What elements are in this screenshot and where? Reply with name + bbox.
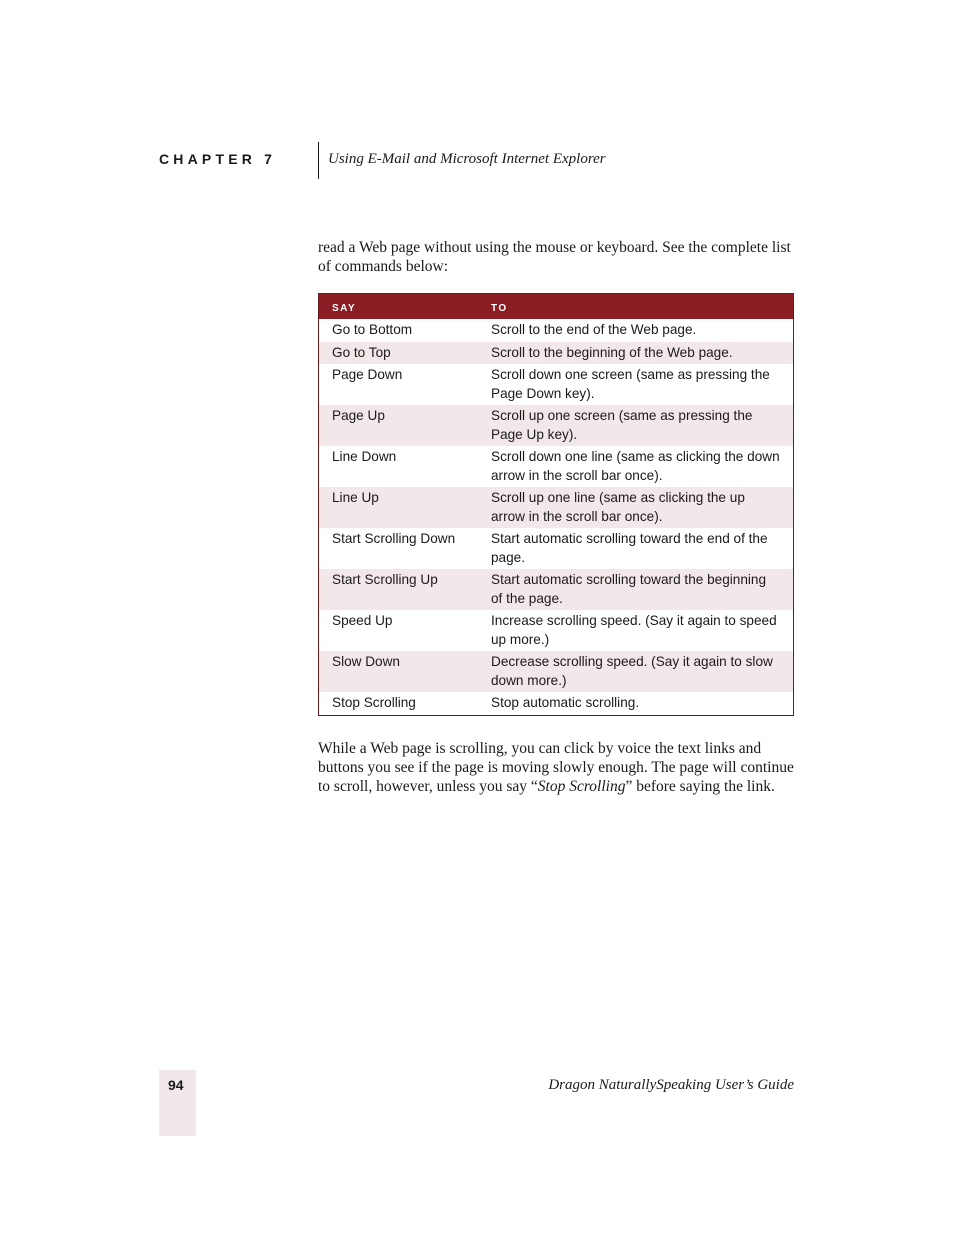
to-cell: Scroll to the end of the Web page. <box>478 319 794 342</box>
column-header-to: TO <box>478 294 794 320</box>
closing-text-end: ” before saying the link. <box>625 777 775 795</box>
say-cell: Page Down <box>319 364 479 405</box>
table-row <box>319 569 794 610</box>
say-cell: Go to Bottom <box>319 319 479 342</box>
closing-text-start: While a Web page is scrolling, you can click by voice the text links and buttons you see if the page is moving slowly enough. The page will continue to scroll, however, unless you say “ <box>318 740 794 795</box>
chapter-title: Using E-Mail and Microsoft Internet Explorer <box>328 151 606 167</box>
column-header-say: SAY <box>319 294 479 320</box>
say-cell: Line Up <box>319 487 479 528</box>
say-cell: Go to Top <box>319 342 479 365</box>
table-row <box>319 487 794 528</box>
to-cell: Decrease scrolling speed. (Say it again to slow down more.) <box>478 651 794 692</box>
say-cell: Slow Down <box>319 651 479 692</box>
commands-table <box>318 293 794 716</box>
say-cell: Start Scrolling Down <box>319 528 479 569</box>
table-row <box>319 319 794 342</box>
to-cell: Start automatic scrolling toward the end of the page. <box>478 528 794 569</box>
to-cell: Scroll to the beginning of the Web page. <box>478 342 794 365</box>
say-cell: Stop Scrolling <box>319 692 479 715</box>
say-cell: Page Up <box>319 405 479 446</box>
to-cell: Scroll down one line (same as clicking the down arrow in the scroll bar once). <box>478 446 794 487</box>
table-row <box>319 364 794 405</box>
page-number: 94 <box>168 1077 184 1093</box>
table-row <box>319 651 794 692</box>
say-cell: Speed Up <box>319 610 479 651</box>
to-cell: Scroll down one screen (same as pressing the Page Down key). <box>478 364 794 405</box>
command-emphasis: Stop Scrolling <box>537 777 626 795</box>
table-row <box>319 405 794 446</box>
table-row <box>319 342 794 365</box>
table-row <box>319 692 794 715</box>
chapter-label: CHAPTER 7 <box>159 151 277 167</box>
to-cell: Start automatic scrolling toward the beginning of the page. <box>478 569 794 610</box>
table-row <box>319 446 794 487</box>
to-cell: Scroll up one screen (same as pressing the Page Up key). <box>478 405 794 446</box>
say-cell: Line Down <box>319 446 479 487</box>
book-title: Dragon NaturallySpeaking User’s Guide <box>548 1077 794 1093</box>
table-row <box>319 528 794 569</box>
say-cell: Start Scrolling Up <box>319 569 479 610</box>
to-cell: Scroll up one line (same as clicking the up arrow in the scroll bar once). <box>478 487 794 528</box>
intro-paragraph: read a Web page without using the mouse or keyboard. See the complete list of commands below: <box>318 239 791 275</box>
to-cell: Increase scrolling speed. (Say it again to speed up more.) <box>478 610 794 651</box>
to-cell: Stop automatic scrolling. <box>478 692 794 715</box>
closing-paragraph <box>318 740 796 796</box>
table-row <box>319 610 794 651</box>
header-divider <box>318 142 319 179</box>
table-header-row <box>319 294 794 320</box>
